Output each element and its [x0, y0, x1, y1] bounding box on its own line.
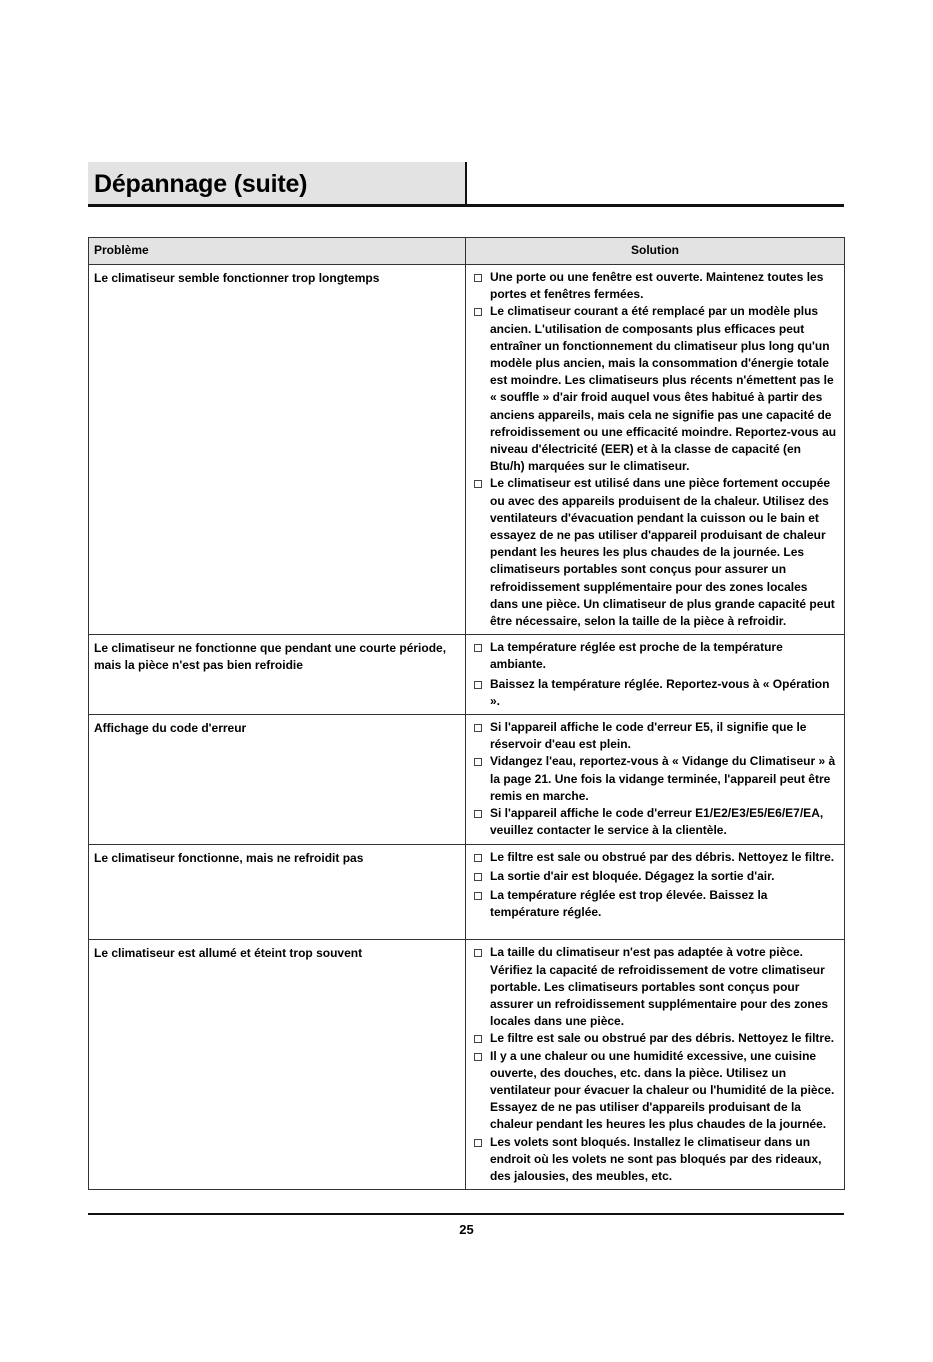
checkbox-bullet-icon — [474, 724, 482, 732]
solution-list — [473, 849, 838, 922]
solution-text: Il y a une chaleur ou une humidité excessive, une cuisine ouverte, des douches, etc. dans la pièce. Utilisez un ventilateur pour évacuer la chaleur ou l'humidité de la pièce. Essayez de ne pas utiliser d'appareils produisant de la chaleur pendant les heures les plus chaudes de la journée. — [490, 1048, 835, 1132]
checkbox-bullet-icon — [474, 681, 482, 689]
table-row — [89, 940, 845, 1190]
solution-text: Le filtre est sale ou obstrué par des débris. Nettoyez le filtre. — [490, 1031, 835, 1046]
checkbox-bullet-icon — [474, 810, 482, 818]
checkbox-bullet-icon — [474, 644, 482, 652]
checkbox-bullet-icon — [474, 758, 482, 766]
solution-text: La taille du climatiseur n'est pas adaptée à votre pièce. Vérifiez la capacité de refroidissement de votre climatiseur portable. Les climatiseurs portables sont conçus pour assurer un refroidissement supplémentaire pour des zones locales dans une pièce. — [490, 945, 829, 1029]
problem-cell: Le climatiseur semble fonctionner trop longtemps — [89, 265, 466, 635]
solution-cell — [466, 940, 845, 1190]
table-row — [89, 844, 845, 940]
table-header-row — [89, 238, 845, 265]
solution-text: La température réglée est trop élevée. Baissez la température réglée. — [490, 887, 768, 920]
solution-cell — [466, 844, 845, 940]
solution-item — [473, 868, 838, 885]
solution-cell — [466, 715, 845, 844]
table-row — [89, 635, 845, 715]
solution-item — [473, 269, 838, 303]
checkbox-bullet-icon — [474, 873, 482, 881]
solution-text: La sortie d'air est bloquée. Dégagez la sortie d'air. — [490, 868, 775, 883]
solution-list — [473, 639, 838, 710]
solution-text: Vidangez l'eau, reportez-vous à « Vidange du Climatiseur » à la page 21. Une fois la vidange terminée, l'appareil peut être remis en marche. — [490, 754, 836, 803]
checkbox-bullet-icon — [474, 308, 482, 316]
checkbox-bullet-icon — [474, 274, 482, 282]
checkbox-bullet-icon — [474, 1035, 482, 1043]
solution-item — [473, 719, 838, 753]
section-header — [88, 162, 844, 207]
solution-text: Le climatiseur courant a été remplacé par un modèle plus ancien. L'utilisation de composants plus efficaces peut entraîner un fonctionnement du climatiseur plus long qu'un modèle plus ancien, mais la consommation d'énergie totale est moindre. Les climatiseurs plus récents n'émettent pas le « souffle » d'air froid auquel vous êtes habitué à partir des anciens appareils, mais cela ne signifie pas une capacité de refroidissement ou une efficacité moindre. Reportez-vous au niveau d'électricité (EER) et à la classe de capacité (en Btu/h) marquées sur le climatiseur. — [490, 304, 837, 474]
solution-text: Les volets sont bloqués. Installez le climatiseur dans un endroit où les volets ne sont pas bloqués par des rideaux, des jalousies, des meubles, etc. — [490, 1134, 822, 1183]
solution-item — [473, 944, 838, 1030]
table-row — [89, 715, 845, 844]
solution-text: Baissez la température réglée. Reportez-vous à « Opération ». — [490, 676, 830, 708]
page-number: 25 — [459, 1222, 474, 1237]
solution-item — [473, 475, 838, 630]
solution-item — [473, 887, 838, 921]
column-header-solution: Solution — [466, 238, 845, 265]
footer-divider — [88, 1213, 844, 1215]
problem-cell: Affichage du code d'erreur — [89, 715, 466, 844]
solution-cell — [466, 635, 845, 715]
solution-item — [473, 1134, 838, 1186]
solution-item — [473, 303, 838, 475]
column-header-problem: Problème — [89, 238, 466, 265]
solution-text: Si l'appareil affiche le code d'erreur E5, il signifie que le réservoir d'eau est plein. — [490, 720, 807, 752]
solution-text: Si l'appareil affiche le code d'erreur E1/E2/E3/E5/E6/E7/EA, veuillez contacter le service à la clientèle. — [490, 806, 824, 838]
table-row — [89, 265, 845, 635]
solution-item — [473, 753, 838, 805]
problem-cell: Le climatiseur fonctionne, mais ne refroidit pas — [89, 844, 466, 940]
solution-item — [473, 805, 838, 839]
troubleshooting-table — [88, 237, 845, 1190]
solution-item — [473, 639, 838, 673]
checkbox-bullet-icon — [474, 949, 482, 957]
page-title: Dépannage (suite) — [88, 162, 467, 204]
checkbox-bullet-icon — [474, 892, 482, 900]
solution-list — [473, 719, 838, 839]
solution-text: Le climatiseur est utilisé dans une pièce fortement occupée ou avec des appareils produisent de la chaleur. Utilisez des ventilateurs d'évacuation pendant la cuisson ou le bain et essayez de ne pas utiliser d'appareil produisant de chaleur pendant les heures les plus chaudes de la journée. Les climatiseurs portables sont conçus pour assurer un refroidissement supplémentaire pour des zones locales dans une pièce. Un climatiseur de plus grande capacité peut être nécessaire, selon la taille de la pièce à refroidir. — [490, 476, 835, 629]
solution-list — [473, 944, 838, 1185]
solution-item — [473, 849, 838, 866]
problem-cell: Le climatiseur ne fonctionne que pendant une courte période, mais la pièce n'est pas bien refroidie — [89, 635, 466, 715]
solution-item — [473, 1048, 838, 1134]
solution-item — [473, 1030, 838, 1047]
problem-cell: Le climatiseur est allumé et éteint trop souvent — [89, 940, 466, 1190]
solution-text: Le filtre est sale ou obstrué par des débris. Nettoyez le filtre. — [490, 849, 835, 864]
solution-list — [473, 269, 838, 630]
checkbox-bullet-icon — [474, 1053, 482, 1061]
solution-text: La température réglée est proche de la température ambiante. — [490, 640, 783, 672]
checkbox-bullet-icon — [474, 1139, 482, 1147]
solution-cell — [466, 265, 845, 635]
solution-text: Une porte ou une fenêtre est ouverte. Maintenez toutes les portes et fenêtres fermées. — [490, 270, 824, 302]
checkbox-bullet-icon — [474, 480, 482, 488]
solution-item — [473, 676, 838, 710]
checkbox-bullet-icon — [474, 854, 482, 862]
